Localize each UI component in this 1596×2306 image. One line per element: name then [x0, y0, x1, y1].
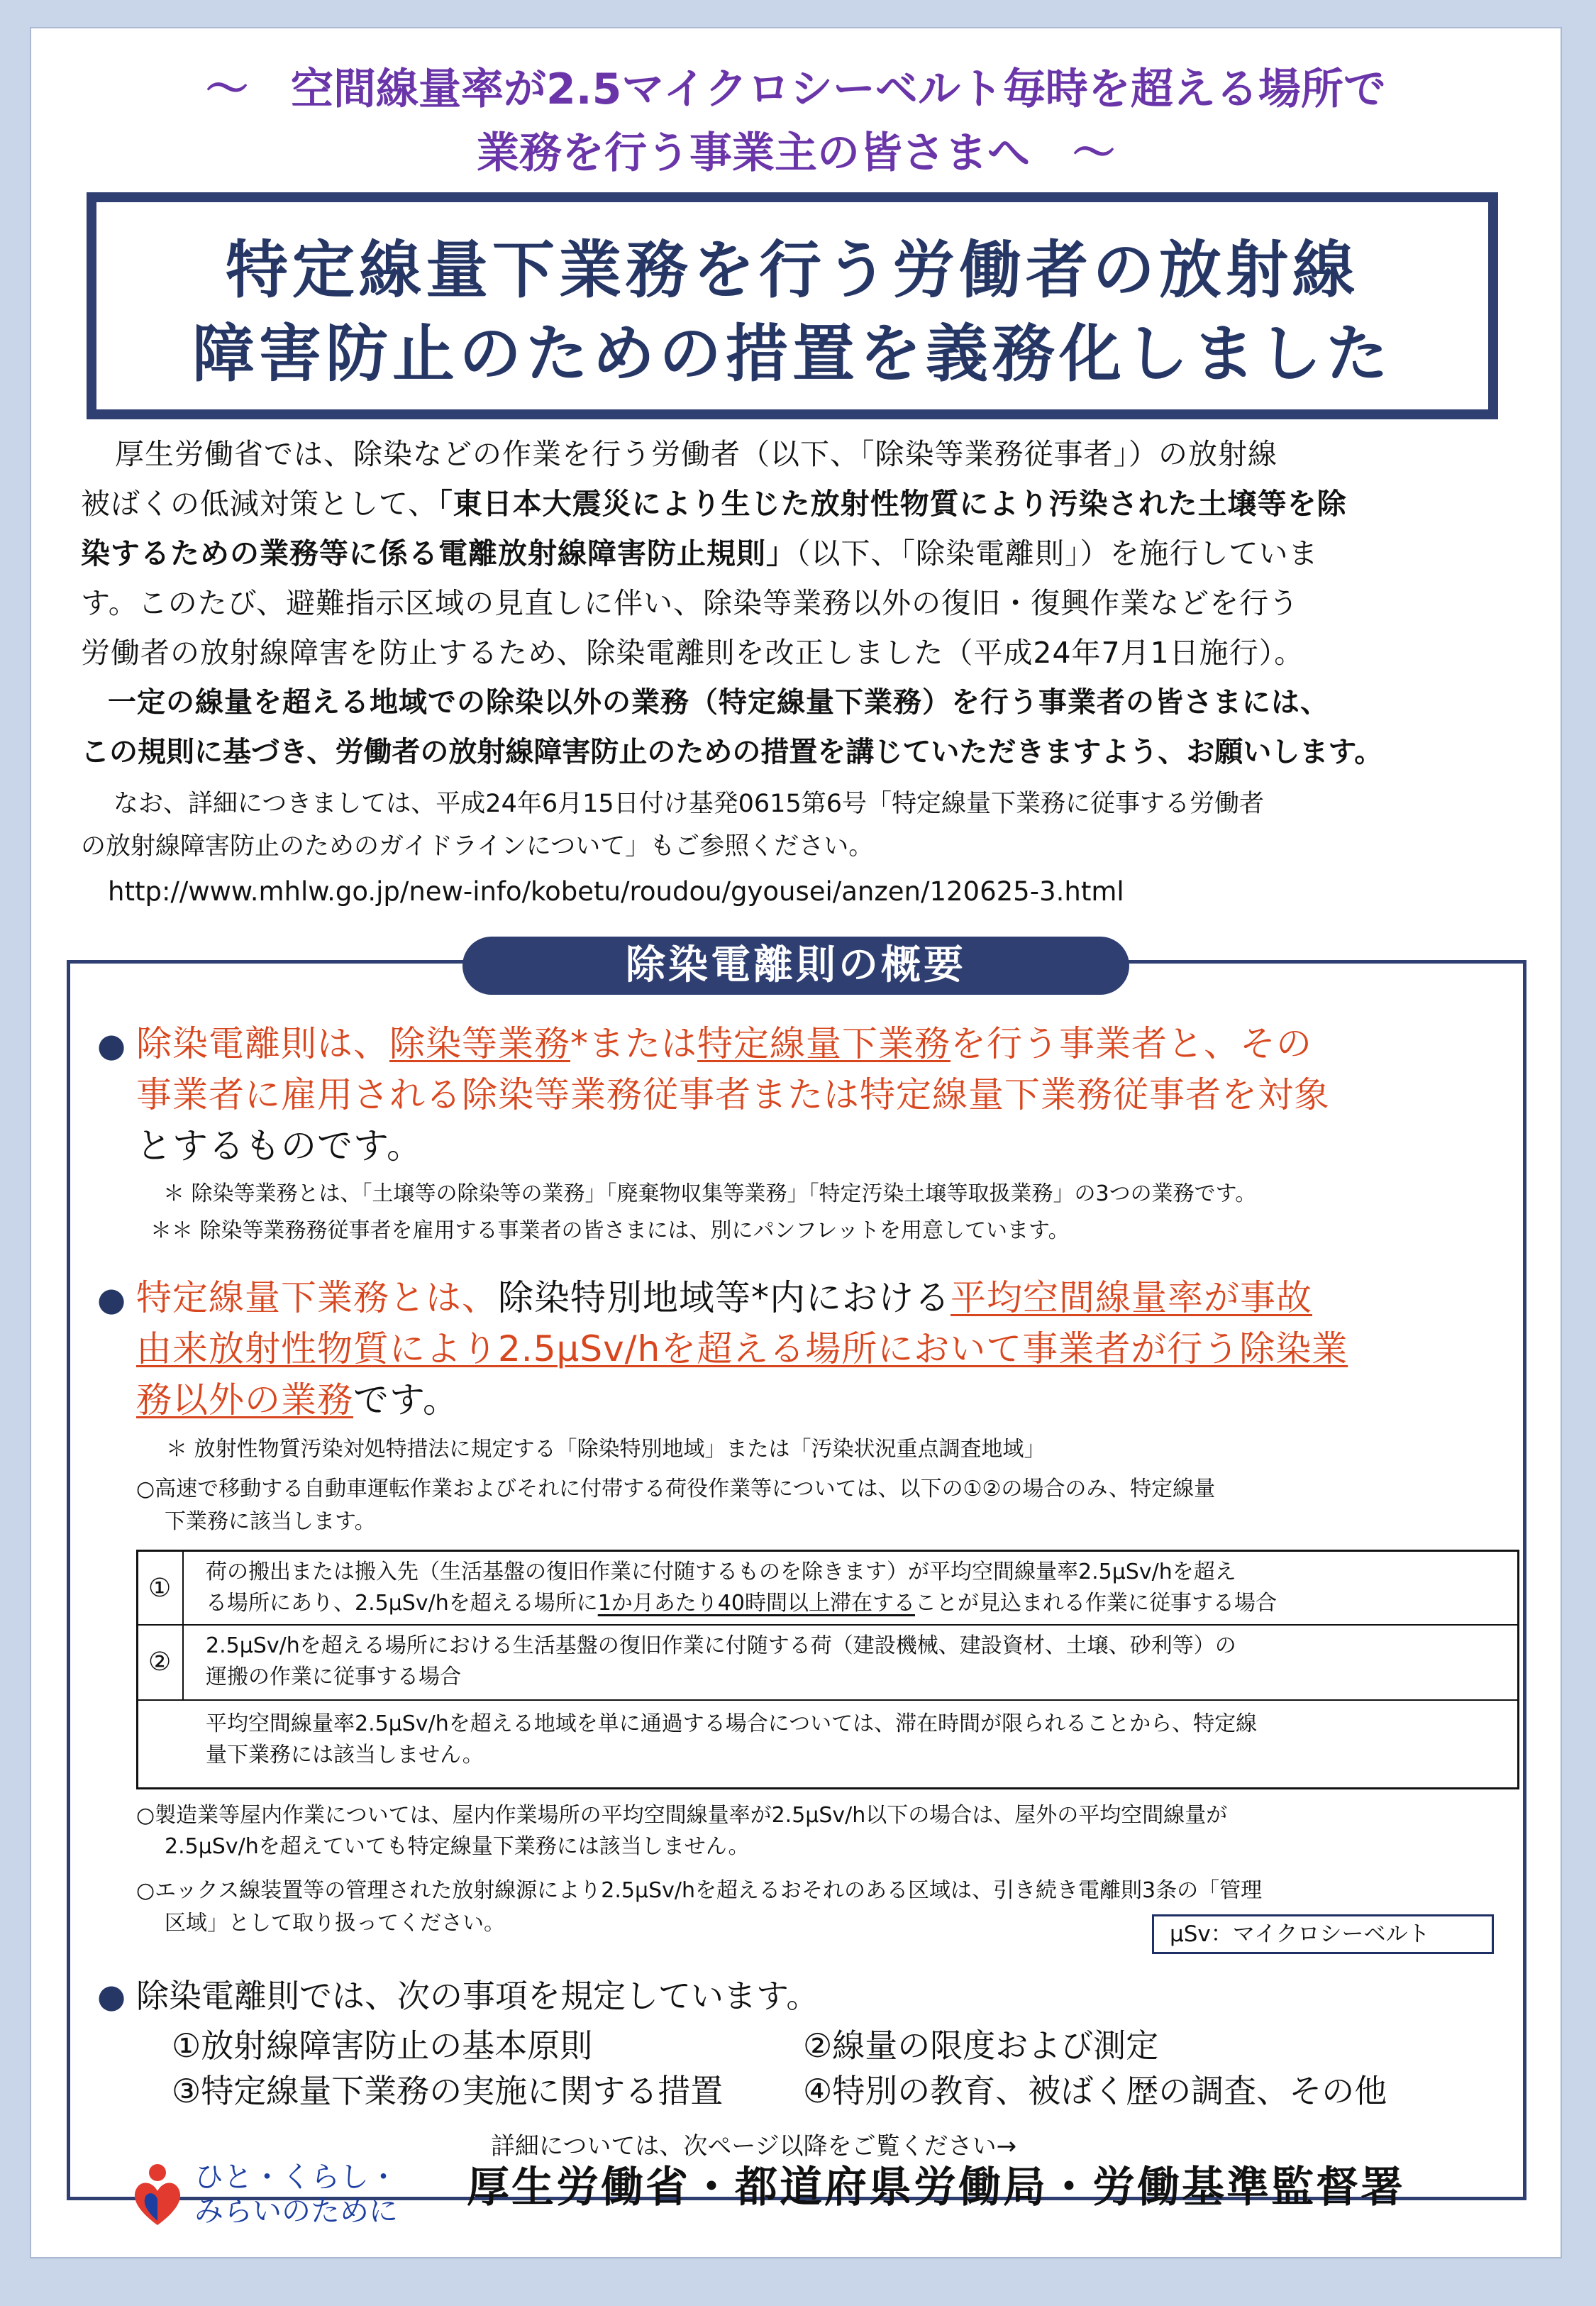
circle-note-3b: 区域」として取り扱ってください。 — [165, 1911, 505, 1936]
heart-logo-icon — [129, 2163, 186, 2228]
bullet1-line-1: 除染電離則は、除染等業務*または特定線量下業務を行う事業者と、その — [136, 1023, 1312, 1064]
table-row-1-num: ① — [148, 1574, 172, 1603]
intro-line-1: 厚生労働省では、除染などの作業を行う労働者（以下、「除染等業務従事者」）の放射線 — [115, 437, 1278, 471]
header-line-2: 業務を行う事業主の皆さまへ ～ — [477, 128, 1115, 178]
item-4: ④特別の教育、被ばく歴の調査、その他 — [803, 2072, 1387, 2110]
table-row-2-line-2: 運搬の作業に従事する場合 — [206, 1665, 461, 1689]
title-box — [87, 192, 1498, 419]
bullet2-line-3: 務以外の業務です。 — [136, 1379, 459, 1420]
bullet-dot-2: ● — [97, 1280, 126, 1318]
bullet2-note: ＊ 放射性物質汚染対処特措法に規定する「除染特別地域」または「汚染状況重点調査地域」 — [166, 1437, 1046, 1462]
reference-line-1: なお、詳細につきましては、平成24年6月15日付け基発0615第6号「特定線量下業務に従事する労働者 — [113, 790, 1264, 818]
intro-line-4: す。このたび、避難指示区域の見直しに伴い、除染等業務以外の復旧・復興作業などを行う — [81, 586, 1299, 620]
table-divider-2 — [138, 1699, 1517, 1701]
table-row-2-num: ② — [148, 1648, 172, 1677]
circle-note-3a: ○エックス線装置等の管理された放射線源により2.5μSv/hを超えるおそれのある区域は、引き続き電離則3条の「管理 — [136, 1878, 1263, 1903]
item-2: ②線量の限度および測定 — [803, 2026, 1159, 2065]
circle-note-2b: 2.5μSv/hを超えていても特定線量下業務には該当しません。 — [165, 1834, 750, 1859]
intro-line-3: 染するための業務等に係る電離放射線障害防止規則」（以下、「除染電離則」）を施行していま — [81, 536, 1319, 570]
conditions-table — [136, 1550, 1519, 1789]
reference-url[interactable]: http://www.mhlw.go.jp/new-info/kobetu/roudou/gyousei/anzen/120625-3.html — [108, 876, 1124, 907]
logo-text-1: ひと・くらし・ — [194, 2160, 398, 2194]
circle-note-1b: 下業務に該当します。 — [165, 1509, 376, 1534]
table-divider-1 — [138, 1624, 1517, 1626]
bullet1-note-2: ＊＊ 除染等業務務従事者を雇用する事業者の皆さまには、別にパンフレットを用意しています。 — [150, 1218, 1070, 1243]
table-divider-vertical — [182, 1552, 184, 1701]
bullet-dot-1: ● — [97, 1026, 126, 1064]
bullet2-line-1: 特定線量下業務とは、除染特別地域等*内における平均空間線量率が事故 — [136, 1277, 1312, 1318]
bullet-dot-3: ● — [97, 1977, 126, 2015]
title-line-2: 障害防止のための措置を義務化しました — [192, 317, 1392, 390]
header-line-1: ～ 空間線量率が2.5マイクロシーベルト毎時を超える場所で — [206, 65, 1386, 114]
circle-note-2a: ○製造業等屋内作業については、屋内作業場所の平均空間線量率が2.5μSv/h以下の場合は、屋外の平均空間線量が — [136, 1803, 1228, 1828]
bullet2-line-2: 由来放射性物質により2.5μSv/hを超える場所において事業者が行う除染業 — [136, 1328, 1348, 1369]
footer-organization: 厚生労働省・都道府県労働局・労働基準監督署 — [467, 2163, 1405, 2212]
intro-line-2: 被ばくの低減対策として、「東日本大震災により生じた放射性物質により汚染された土壌等を除 — [81, 487, 1347, 521]
reference-line-2: の放射線障害防止のためのガイドラインについて」もご参照ください。 — [81, 832, 874, 861]
section-title: 除染電離則の概要 — [462, 937, 1129, 995]
page — [30, 27, 1562, 2258]
intro-line-7: この規則に基づき、労働者の放射線障害防止のための措置を講じていただきますよう、お願いします。 — [81, 736, 1383, 768]
table-row-1-line-1: 荷の搬出または搬入先（生活基盤の復旧作業に付随するものを除きます）が平均空間線量率2.5μSv/hを超え — [206, 1560, 1236, 1584]
table-row-3-line-1: 平均空間線量率2.5μSv/hを超える地域を単に通過する場合については、滞在時間が限られることから、特定線 — [206, 1711, 1258, 1736]
item-1: ①放射線障害防止の基本原則 — [172, 2026, 593, 2065]
intro-line-6: 一定の線量を超える地域での除染以外の業務（特定線量下業務）を行う事業者の皆さまには、 — [108, 686, 1329, 719]
table-row-3-line-2: 量下業務には該当しません。 — [206, 1743, 484, 1767]
bullet1-line-3: とするものです。 — [136, 1125, 423, 1166]
bullet1-line-2: 事業者に雇用される除染等業務従事者または特定線量下業務従事者を対象 — [136, 1074, 1330, 1115]
table-row-1-line-2: る場所にあり、2.5μSv/hを超える場所に1か月あたり40時間以上滞在することが見込まれる作業に従事する場合 — [206, 1591, 1277, 1616]
more-details: 詳細については、次ページ以降をご覧ください→ — [491, 2132, 1017, 2161]
bullet3-lead: 除染電離則では、次の事項を規定しています。 — [136, 1977, 819, 2015]
unit-note: μSv：マイクロシーベルト — [1152, 1914, 1494, 1954]
title-line-1: 特定線量下業務を行う労働者の放射線 — [225, 233, 1359, 307]
intro-line-5: 労働者の放射線障害を防止するため、除染電離則を改正しました（平成24年7月1日施行）。 — [81, 636, 1304, 670]
item-3: ③特定線量下業務の実施に関する措置 — [172, 2072, 724, 2110]
bullet1-note-1: ＊ 除染等業務とは、「土壌等の除染等の業務」「廃棄物収集等業務」「特定汚染土壌等取扱業務」の3つの業務です。 — [163, 1181, 1257, 1206]
table-row-2-line-1: 2.5μSv/hを超える場所における生活基盤の復旧作業に付随する荷（建設機械、建設資材、土壌、砂利等）の — [206, 1633, 1236, 1658]
logo-text-2: みらいのために — [194, 2194, 398, 2228]
circle-note-1a: ○高速で移動する自動車運転作業およびそれに付帯する荷役作業等については、以下の①②の場合のみ、特定線量 — [136, 1477, 1216, 1501]
